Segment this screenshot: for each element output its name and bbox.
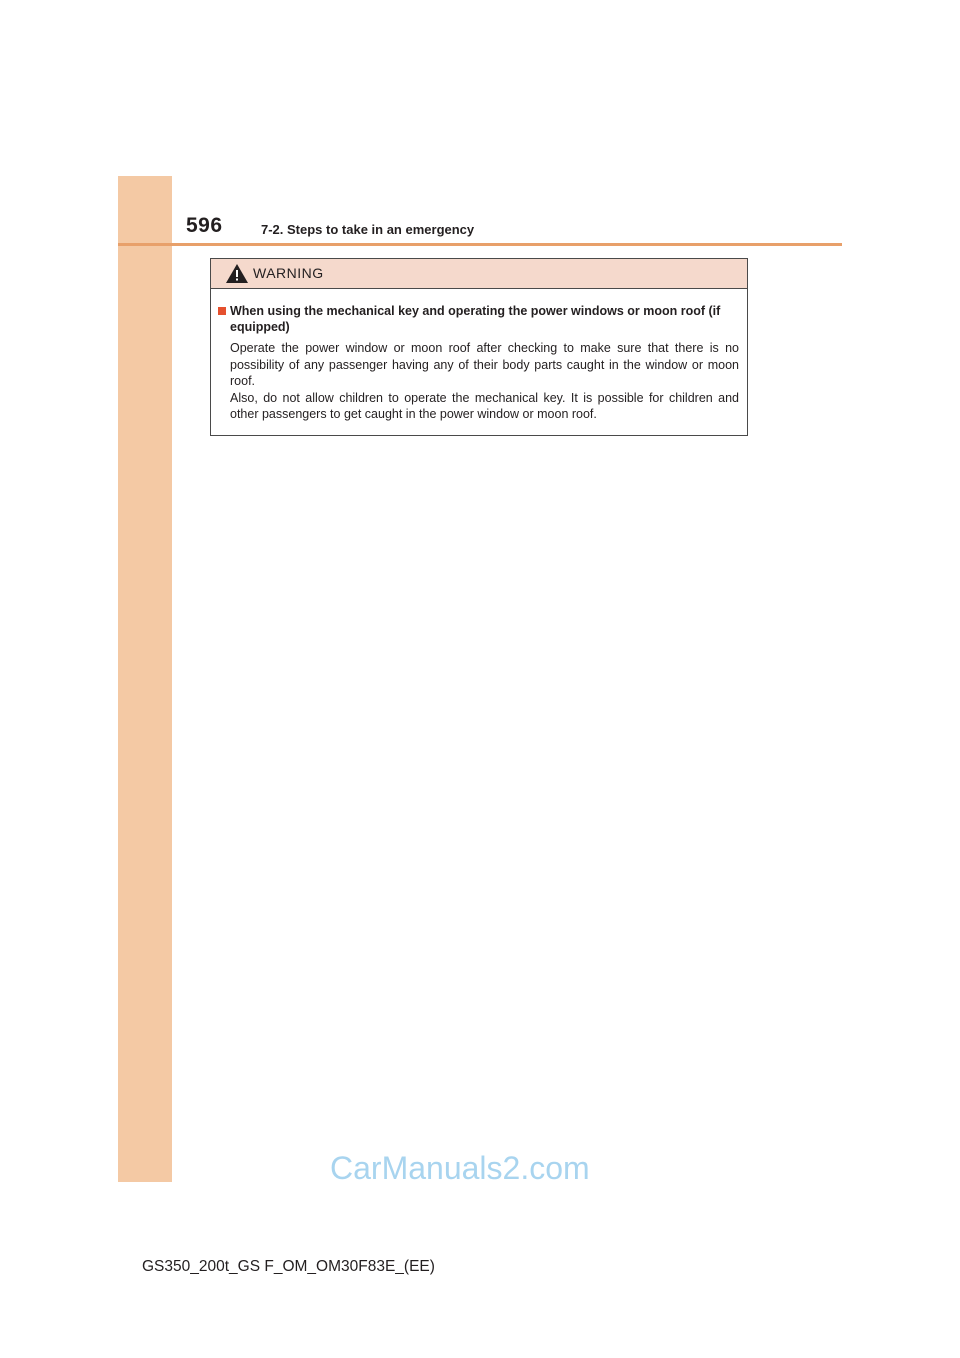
watermark: CarManuals2.com (330, 1150, 590, 1186)
footer-document-code: GS350_200t_GS F_OM_OM30F83E_(EE) (142, 1258, 435, 1275)
warning-item-heading-text: When using the mechanical key and operating the power windows or moon roof (if equipped) (230, 304, 721, 334)
warning-paragraph: Also, do not allow children to operate the mechanical key. It is possible for children and other passengers to get caught in the power window or moon roof. (230, 390, 739, 421)
header-divider (118, 243, 842, 246)
warning-item-text (219, 340, 739, 423)
warning-triangle-icon (225, 263, 249, 284)
warning-box (210, 258, 748, 436)
warning-header (211, 259, 747, 289)
chapter-side-tab (118, 176, 172, 1182)
page-number: 596 (186, 214, 223, 237)
warning-item-heading (219, 303, 739, 335)
section-title: 7-2. Steps to take in an emergency (261, 222, 475, 237)
warning-label: WARNING (253, 265, 324, 281)
warning-paragraph: Operate the power window or moon roof after checking to make sure that there is no possibility of any passenger having any of their body parts caught in the window or moon roof. (230, 341, 739, 388)
square-bullet-icon (218, 307, 226, 315)
warning-body (211, 289, 747, 423)
